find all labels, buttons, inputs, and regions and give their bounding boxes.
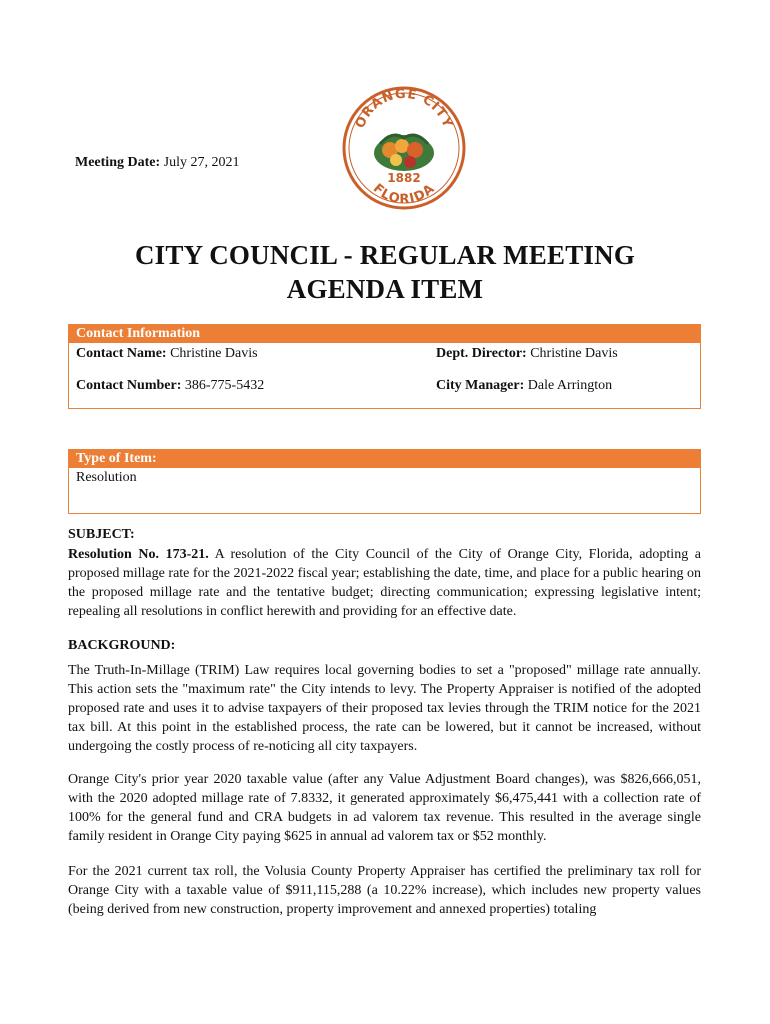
background-p2-text: Orange City's prior year 2020 taxable value (after any Value Adjustment Board changes), was $826,666,051, with the 2020 adopted millage rate of 7.8332, it generated approximately $6,475,441 with a collection rate of 100% for the general fund and CRA budgets in ad valorem tax revenue. This resulted in the average single family resident in Orange City paying $625 in annual ad valorem tax or $52 monthly. xyxy=(68,772,701,844)
background-paragraph-3 xyxy=(68,862,701,919)
background-paragraph-2 xyxy=(68,770,701,846)
type-of-item-header: Type of Item: xyxy=(69,450,700,468)
svg-text:1882: 1882 xyxy=(387,171,421,185)
contact-number-label: Contact Number: xyxy=(76,378,182,393)
background-p3-text: For the 2021 current tax roll, the Volusia County Property Appraiser has certified the preliminary tax roll for Orange City with a taxable value of $911,115,288 (a 10.22% increase), which includes new property values (being derived from new construction, property improvement and annexed properties) totaling xyxy=(68,864,701,917)
type-of-item-box xyxy=(68,449,701,514)
type-of-item-value: Resolution xyxy=(76,470,137,485)
meeting-date-label: Meeting Date: xyxy=(75,155,161,170)
dept-director-label: Dept. Director: xyxy=(436,346,527,361)
city-manager xyxy=(436,378,612,394)
meeting-date xyxy=(75,155,239,171)
page-title-line2: AGENDA ITEM xyxy=(286,274,484,304)
resolution-number: Resolution No. 173-21. xyxy=(68,547,209,562)
page-title-line1: CITY COUNCIL - REGULAR MEETING xyxy=(134,240,636,270)
background-paragraph-1 xyxy=(68,661,701,756)
contact-name xyxy=(76,346,258,362)
background-p1-text: The Truth-In-Millage (TRIM) Law requires local governing bodies to set a "proposed" millage rate annually. This action sets the "maximum rate" the City intends to levy. The Property Appraiser is notified of the adopted proposed rate and uses it to advise taxpayers of their proposed tax levies through the TRIM notice for the 2021 tax bill. At this point in the established process, the rate can be lowered, but it cannot be increased, without undergoing the costly process of re-noticing all city taxpayers. xyxy=(68,663,701,754)
city-seal-logo xyxy=(340,78,468,222)
dept-director xyxy=(436,346,618,362)
subject-heading: SUBJECT: xyxy=(68,527,135,542)
city-manager-value: Dale Arrington xyxy=(527,378,613,393)
contact-name-label: Contact Name: xyxy=(76,346,167,361)
subject-body: A resolution of the City Council of the City of Orange City, Florida, adopting a proposed millage rate for the 2021-2022 fiscal year; establishing the date, time, and place for a public hearing on the proposed millage rate and the tentative budget; directing communication; expressing legislative intent; repealing all resolutions in conflict herewith and providing for an effective date. xyxy=(68,547,701,619)
contact-number xyxy=(76,378,264,394)
svg-text:ORANGE CITY: ORANGE CITY xyxy=(352,86,456,131)
city-manager-label: City Manager: xyxy=(436,378,525,393)
meeting-date-value: July 27, 2021 xyxy=(163,155,240,170)
subject-text xyxy=(68,545,701,621)
dept-director-value: Christine Davis xyxy=(530,346,618,361)
svg-text:FLORIDA: FLORIDA xyxy=(369,181,439,208)
contact-number-value: 386-775-5432 xyxy=(184,378,265,393)
contact-info-box xyxy=(68,324,701,409)
contact-name-value: Christine Davis xyxy=(170,346,258,361)
contact-info-header: Contact Information xyxy=(69,325,700,343)
background-heading: BACKGROUND: xyxy=(68,638,176,653)
